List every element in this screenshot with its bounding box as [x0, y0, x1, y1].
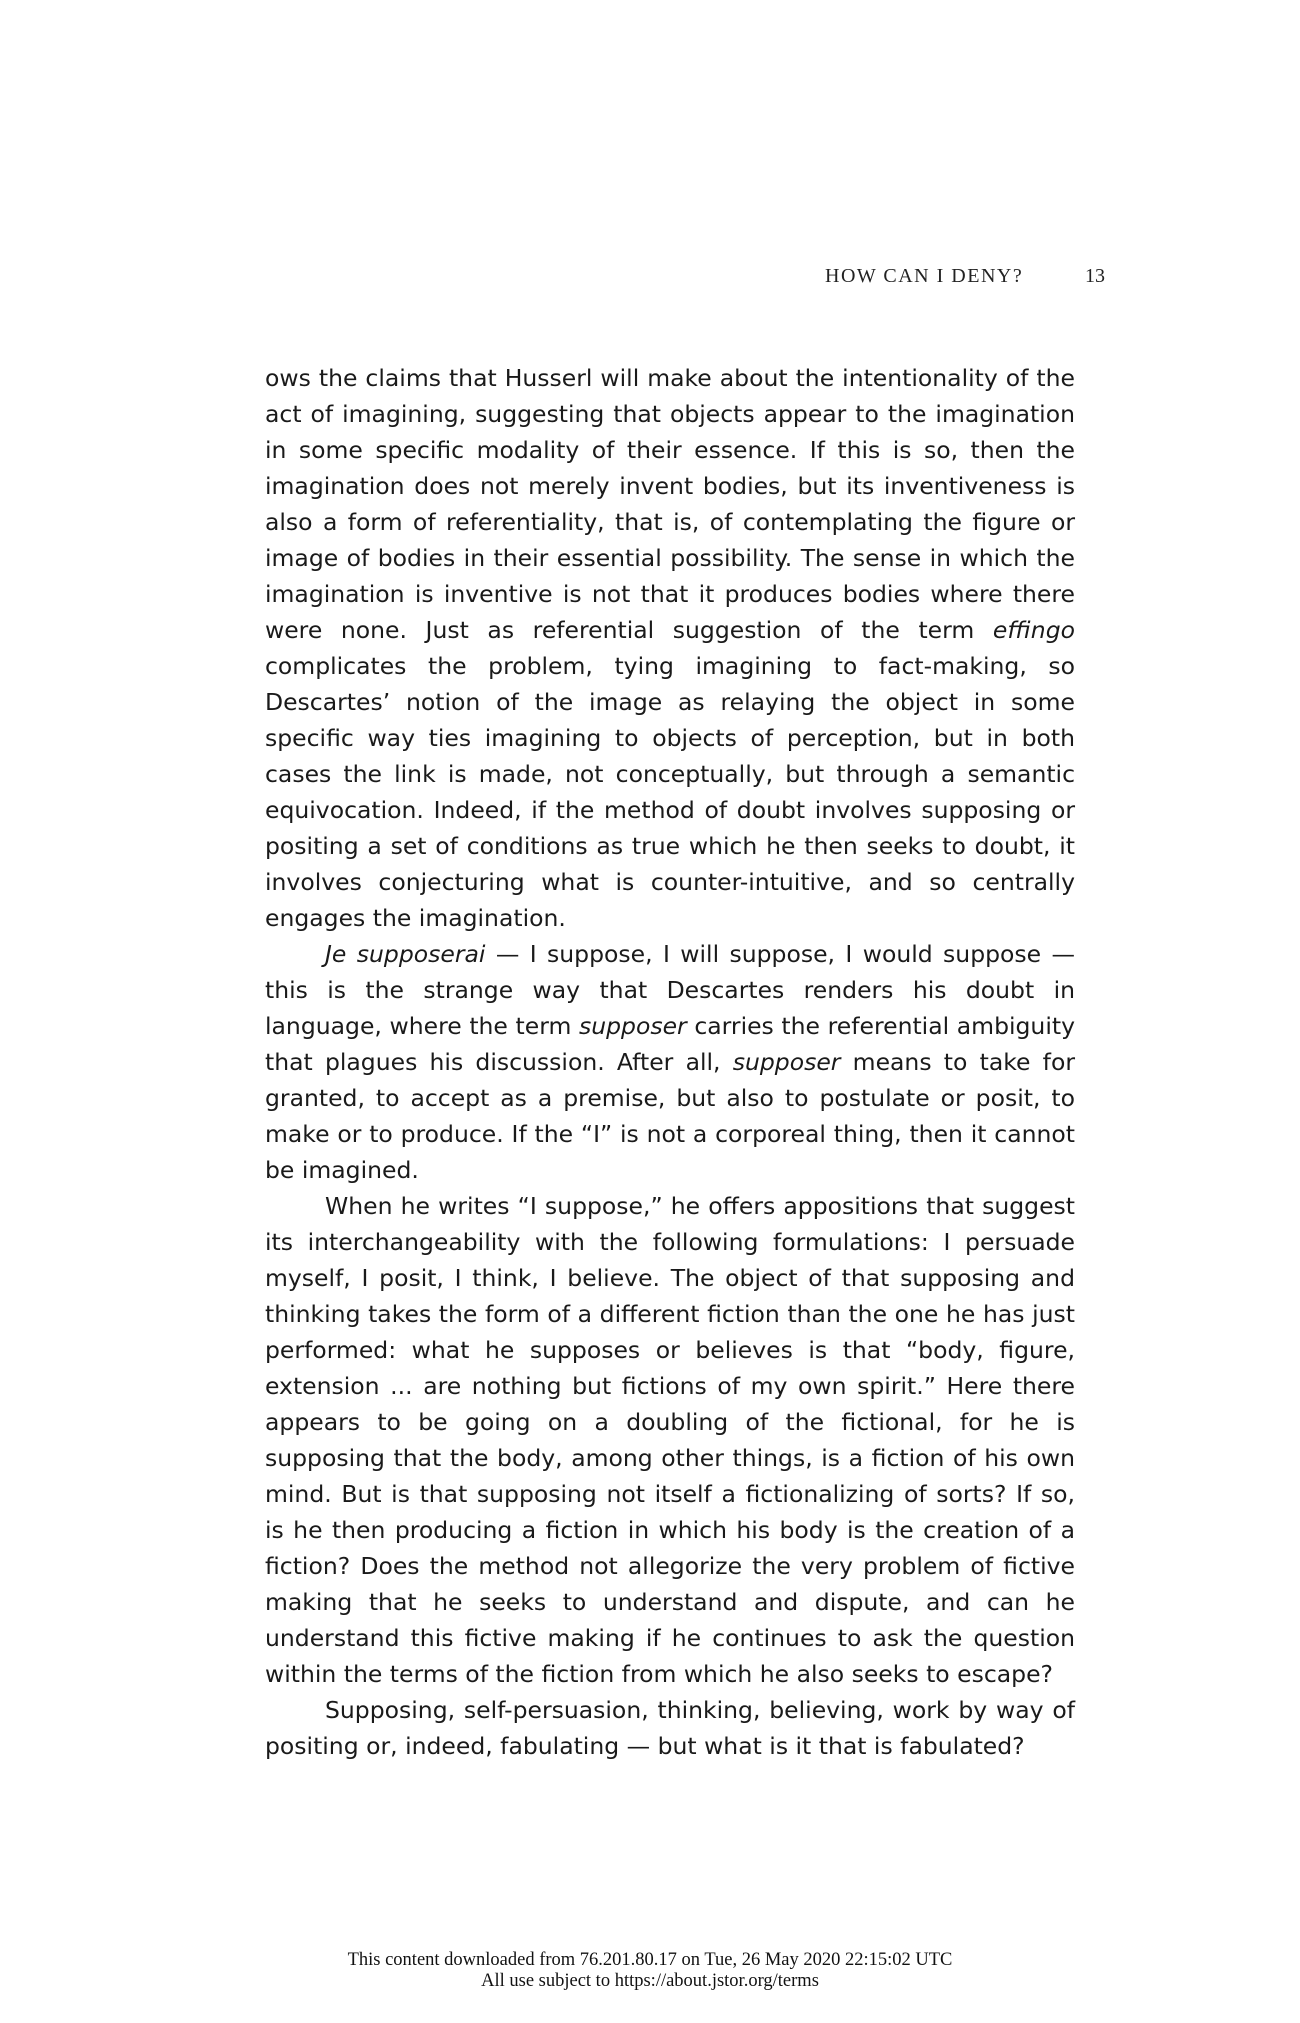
- italic-term: effingo: [992, 616, 1075, 644]
- jstor-footer: [0, 1950, 1300, 1992]
- page-number: 13: [1085, 265, 1105, 287]
- text-segment: — I suppose, I will suppose, I would suppose — this is the strange way that Descartes renders his doubt in language, where the term: [265, 940, 1075, 1040]
- italic-term: supposer: [578, 1012, 687, 1040]
- paragraph: [265, 1692, 1075, 1764]
- text-segment: When he writes “I suppose,” he offers appositions that suggest its interchangeability with the following formulations: I persuade myself, I posit, I think, I believe. The object of that supposing and thinking takes the form of a different fiction than the one he has just performed: what he supposes or believes is that “body, figure, extension ... are nothing but fictions of my own spirit.” Here there appears to be going on a doubling of the fictional, for he is supposing that the body, among other things, is a fiction of his own mind. But is that supposing not itself a fictionalizing of sorts? If so, is he then producing a fiction in which his body is the creation of a fiction? Does the method not allegorize the very problem of fictive making that he seeks to understand and dispute, and can he understand this fictive making if he continues to ask the question within the terms of the fiction from which he also seeks to escape?: [265, 1192, 1075, 1688]
- footer-terms-line: All use subject to https://about.jstor.org/terms: [481, 1971, 819, 1991]
- text-segment: means to take for granted, to accept as a premise, but also to postulate or posit, to make or to produce. If the “I” is not a corporeal thing, then it cannot be imagined.: [265, 1048, 1075, 1184]
- running-head: HOW CAN I DENY?: [825, 265, 1024, 287]
- italic-term: supposer: [732, 1048, 841, 1076]
- body-text: [265, 360, 1075, 1764]
- paragraph: [265, 360, 1075, 936]
- text-segment: complicates the problem, tying imagining to fact-making, so Descartes’ notion of the image as relaying the object in some specific way ties imagining to objects of perception, but in both cases the link is made, not conceptually, but through a semantic equivocation. Indeed, if the method of doubt involves supposing or positing a set of conditions as true which he then seeks to doubt, it involves conjecturing what is counter-intuitive, and so centrally engages the imagination.: [265, 652, 1075, 932]
- text-segment: carries the referential ambiguity that plagues his discussion. After all,: [265, 1012, 1075, 1076]
- italic-term: Je supposerai: [325, 940, 486, 968]
- text-segment: ows the claims that Husserl will make about the intentionality of the act of imagining, suggesting that objects appear to the imagination in some specific modality of their essence. If this is so, then the imagination does not merely invent bodies, but its inventiveness is also a form of referentiality, that is, of contemplating the figure or image of bodies in their essential possibility. The sense in which the imagination is inventive is not that it produces bodies where there were none. Just as referential suggestion of the term: [265, 364, 1075, 644]
- paragraph: [265, 936, 1075, 1188]
- footer-download-line: This content downloaded from 76.201.80.17 on Tue, 26 May 2020 22:15:02 UTC: [347, 1950, 953, 1970]
- text-segment: Supposing, self-persuasion, thinking, believing, work by way of positing or, indeed, fabulating — but what is it that is fabulated?: [265, 1696, 1075, 1760]
- paragraph: [265, 1188, 1075, 1692]
